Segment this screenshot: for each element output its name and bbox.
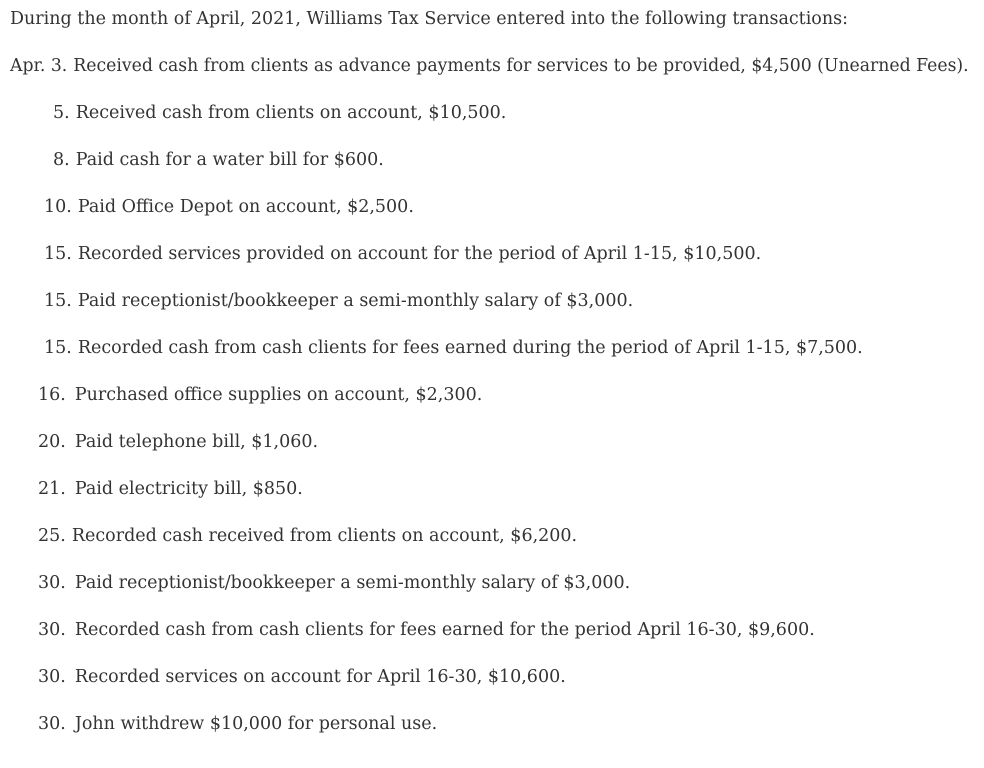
- transaction-text: John withdrew $10,000 for personal use.: [74, 714, 438, 734]
- transaction-date: 30.: [38, 667, 66, 687]
- transaction-line: [38, 384, 482, 406]
- transaction-date: 15.: [44, 291, 72, 311]
- transaction-date: 16.: [38, 385, 66, 405]
- transaction-text: Recorded cash from cash clients for fees earned for the period April 16-30, $9,600.: [74, 620, 815, 640]
- transaction-line: [44, 196, 414, 218]
- transaction-text: Paid receptionist/bookkeeper a semi-monthly salary of $3,000.: [77, 291, 634, 311]
- transaction-line: [38, 619, 815, 641]
- transaction-text: Recorded services provided on account for the period of April 1-15, $10,500.: [77, 244, 762, 264]
- transaction-text: Paid receptionist/bookkeeper a semi-monthly salary of $3,000.: [74, 573, 631, 593]
- transaction-date: 30.: [38, 620, 66, 640]
- transaction-date: 20.: [38, 432, 66, 452]
- transaction-line: [38, 572, 630, 594]
- transaction-text: Recorded services on account for April 16-30, $10,600.: [74, 667, 566, 687]
- transaction-text: Recorded cash received from clients on account, $6,200.: [71, 526, 578, 546]
- transaction-date: 15.: [44, 338, 72, 358]
- transaction-line: [38, 666, 566, 688]
- transaction-date: 8.: [53, 150, 70, 170]
- transaction-text: Paid electricity bill, $850.: [74, 479, 303, 499]
- transaction-line: [38, 525, 577, 547]
- transaction-date: 25.: [38, 526, 66, 546]
- transaction-line: [44, 243, 761, 265]
- transaction-date: 30.: [38, 573, 66, 593]
- transaction-date: 10.: [44, 197, 72, 217]
- transaction-line: [10, 55, 969, 77]
- transaction-line: [53, 102, 506, 124]
- transaction-date: 5.: [53, 103, 70, 123]
- transaction-line: [53, 149, 384, 171]
- transaction-date: 15.: [44, 244, 72, 264]
- transaction-date: 30.: [38, 714, 66, 734]
- transaction-text: Paid cash for a water bill for $600.: [75, 150, 384, 170]
- transaction-line: [44, 337, 863, 359]
- transaction-line: [38, 713, 437, 735]
- transaction-text: Recorded cash from cash clients for fees earned during the period of April 1-15, $7,500.: [77, 338, 863, 358]
- transaction-text: Received cash from clients as advance payments for services to be provided, $4,500 (Unearned Fees).: [73, 56, 969, 76]
- transaction-line: [44, 290, 633, 312]
- intro-paragraph: During the month of April, 2021, Williams Tax Service entered into the following transactions:: [10, 9, 848, 29]
- transaction-line: [38, 431, 318, 453]
- transaction-text: Paid Office Depot on account, $2,500.: [77, 197, 414, 217]
- transaction-line: [38, 478, 303, 500]
- transaction-text: Paid telephone bill, $1,060.: [74, 432, 319, 452]
- transaction-date: Apr. 3.: [10, 56, 68, 76]
- transaction-text: Purchased office supplies on account, $2,300.: [74, 385, 483, 405]
- transaction-text: Received cash from clients on account, $10,500.: [75, 103, 507, 123]
- transaction-date: 21.: [38, 479, 66, 499]
